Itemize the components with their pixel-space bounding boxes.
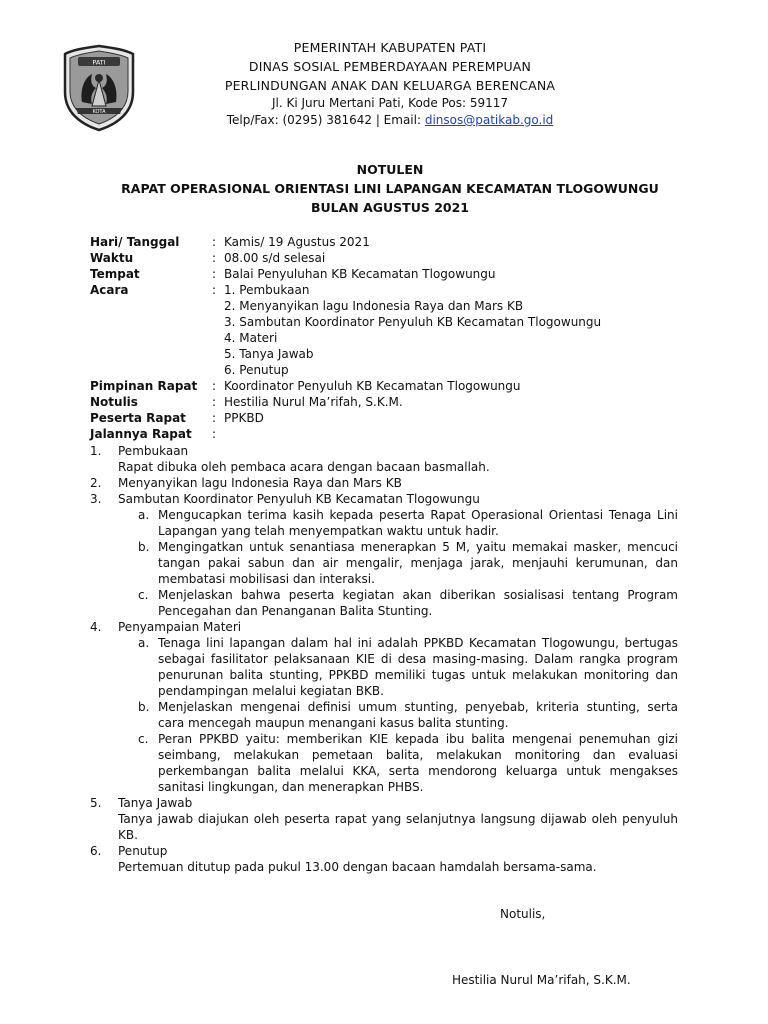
info-label: Peserta Rapat bbox=[90, 411, 186, 425]
section-title: Sambutan Koordinator Penyuluh KB Kecamatan Tlogowungu bbox=[118, 492, 480, 506]
info-row-tempat bbox=[90, 266, 690, 282]
info-value: Kamis/ 19 Agustus 2021 bbox=[224, 235, 370, 249]
letterhead-line-2: DINAS SOSIAL PEMBERDAYAAN PEREMPUAN bbox=[248, 59, 532, 74]
sub-item-letter: c. bbox=[138, 588, 149, 602]
info-row-jalannya bbox=[90, 426, 690, 442]
section-sambutan bbox=[90, 491, 678, 619]
agenda-item: 2. Menyanyikan lagu Indonesia Raya dan Mars KB bbox=[224, 299, 524, 313]
info-value: Hestilia Nurul Ma’rifah, S.K.M. bbox=[224, 395, 403, 409]
info-value: Balai Penyuluhan KB Kecamatan Tlogowungu bbox=[224, 267, 496, 281]
document-title bbox=[60, 160, 720, 217]
info-row-hari bbox=[90, 234, 690, 250]
letterhead-contact bbox=[190, 112, 590, 129]
sub-item bbox=[138, 587, 678, 619]
sub-item-letter: b. bbox=[138, 540, 150, 554]
info-row-waktu bbox=[90, 250, 690, 266]
letterhead-line-1: PEMERINTAH KABUPATEN PATI bbox=[293, 40, 487, 55]
info-label: Tempat bbox=[90, 267, 140, 281]
info-colon: : bbox=[212, 379, 217, 393]
agenda-item: 1. Pembukaan bbox=[224, 283, 310, 297]
info-row-acara bbox=[90, 282, 690, 298]
section-title: Penyampaian Materi bbox=[118, 620, 242, 634]
section-number: 3. bbox=[90, 492, 102, 506]
section-title: Penutup bbox=[118, 844, 168, 858]
title-line-3: BULAN AGUSTUS 2021 bbox=[310, 200, 470, 215]
info-value: 08.00 s/d selesai bbox=[224, 251, 326, 265]
info-colon: : bbox=[212, 251, 217, 265]
info-colon: : bbox=[212, 267, 217, 281]
agenda-item: 3. Sambutan Koordinator Penyuluh KB Kecamatan Tlogowungu bbox=[224, 315, 602, 329]
minutes-body bbox=[90, 443, 678, 875]
info-label: Acara bbox=[90, 283, 129, 297]
sub-item bbox=[138, 731, 678, 795]
section-lagu bbox=[90, 475, 678, 491]
section-number: 6. bbox=[90, 844, 102, 858]
info-label: Notulis bbox=[90, 395, 138, 409]
section-title: Menyanyikan lagu Indonesia Raya dan Mars KB bbox=[118, 476, 402, 490]
section-pembukaan bbox=[90, 443, 678, 475]
info-row-peserta bbox=[90, 410, 690, 426]
info-value bbox=[224, 426, 690, 442]
info-colon: : bbox=[212, 283, 217, 297]
agenda-item: 4. Materi bbox=[224, 331, 278, 345]
title-line-2: RAPAT OPERASIONAL ORIENTASI LINI LAPANGAN KECAMATAN TLOGOWUNGU bbox=[121, 181, 659, 196]
section-materi bbox=[90, 619, 678, 795]
section-number: 5. bbox=[90, 796, 102, 810]
title-line-1: NOTULEN bbox=[356, 162, 424, 177]
logo-lettering-bottom: KOTA bbox=[92, 109, 106, 115]
sub-item bbox=[138, 507, 678, 539]
sub-item-letter: b. bbox=[138, 700, 150, 714]
email-link[interactable]: dinsos@patikab.go.id bbox=[424, 113, 554, 127]
agenda-list bbox=[224, 298, 690, 378]
section-penutup bbox=[90, 843, 678, 875]
info-value: PPKBD bbox=[224, 411, 264, 425]
section-text: Pertemuan ditutup pada pukul 13.00 dengan bacaan hamdalah bersama-sama. bbox=[118, 860, 597, 874]
sub-item bbox=[138, 539, 678, 587]
sub-item-letter: a. bbox=[138, 636, 150, 650]
info-label: Hari/ Tanggal bbox=[90, 235, 180, 249]
section-text: Tanya jawab diajukan oleh peserta rapat yang selanjutnya langsung dijawab oleh penyuluh KB. bbox=[118, 812, 678, 842]
section-number: 2. bbox=[90, 476, 102, 490]
agenda-item: 5. Tanya Jawab bbox=[224, 347, 314, 361]
section-title: Pembukaan bbox=[118, 444, 189, 458]
letterhead-line-3: PERLINDUNGAN ANAK DAN KELUARGA BERENCANA bbox=[224, 78, 556, 93]
signature-label: Notulis, bbox=[500, 907, 546, 921]
info-row-notulis bbox=[90, 394, 690, 410]
sub-item bbox=[138, 635, 678, 699]
info-label: Pimpinan Rapat bbox=[90, 379, 198, 393]
info-colon: : bbox=[212, 395, 217, 409]
info-label: Waktu bbox=[90, 251, 134, 265]
sub-item bbox=[138, 699, 678, 731]
letterhead-address: Jl. Ki Juru Mertani Pati, Kode Pos: 59117 bbox=[271, 96, 509, 110]
contact-phone: Telp/Fax: (0295) 381642 | Email: bbox=[226, 113, 425, 127]
sub-item-text: Menjelaskan bahwa peserta kegiatan akan diberikan sosialisasi tentang Program Pencegahan dan Penanganan Balita Stunting. bbox=[158, 588, 678, 618]
info-colon: : bbox=[212, 411, 217, 425]
sub-item-text: Mengucapkan terima kasih kepada peserta Rapat Operasional Orientasi Tenaga Lini Lapangan yang telah menyempatkan waktu untuk hadir. bbox=[158, 508, 678, 538]
sub-item-text: Mengingatkan untuk senantiasa menerapkan 5 M, yaitu memakai masker, mencuci tangan pakai sabun dan air mengalir, menjaga jarak, menjauhi kerumunan, dan membatasi mobilisasi dan interaksi. bbox=[158, 540, 678, 586]
section-number: 1. bbox=[90, 444, 102, 458]
section-number: 4. bbox=[90, 620, 102, 634]
sub-item-letter: c. bbox=[138, 732, 149, 746]
info-colon: : bbox=[212, 427, 217, 441]
letterhead bbox=[190, 38, 590, 129]
sub-item-letter: a. bbox=[138, 508, 150, 522]
info-colon: : bbox=[212, 235, 217, 249]
section-text: Rapat dibuka oleh pembaca acara dengan bacaan basmallah. bbox=[118, 460, 490, 474]
logo-lettering-top: PATI bbox=[92, 58, 106, 67]
kabupaten-pati-logo bbox=[62, 44, 136, 132]
info-label: Jalannya Rapat bbox=[90, 427, 192, 441]
sub-item-text: Peran PPKBD yaitu: memberikan KIE kepada ibu balita mengenai penemuhan gizi seimbang, melakukan pemetaan balita, melakukan monitoring dan evaluasi perkembangan balita melalui KKA, serta mendorong keluarga untuk mengakses sanitasi lingkungan, dan menerapkan PHBS. bbox=[158, 732, 678, 794]
meeting-info bbox=[90, 234, 690, 442]
section-title: Tanya Jawab bbox=[118, 796, 193, 810]
sub-item-text: Menjelaskan mengenai definisi umum stunting, penyebab, kriteria stunting, serta cara mencegah maupun menangani kasus balita stunting. bbox=[158, 700, 678, 730]
signer-name: Hestilia Nurul Ma’rifah, S.K.M. bbox=[452, 973, 631, 987]
section-tanya-jawab bbox=[90, 795, 678, 843]
info-row-pimpinan bbox=[90, 378, 690, 394]
info-value: Koordinator Penyuluh KB Kecamatan Tlogowungu bbox=[224, 379, 521, 393]
agenda-item: 6. Penutup bbox=[224, 363, 289, 377]
sub-item-text: Tenaga lini lapangan dalam hal ini adalah PPKBD Kecamatan Tlogowungu, bertugas sebagai fasilitator pelaksanaan KIE di desa masing-masing. Dalam rangka program penurunan balita stunting, PPKBD memiliki tugas untuk melakukan monitoring dan pendampingan melalui kegiatan BKB. bbox=[158, 636, 678, 698]
